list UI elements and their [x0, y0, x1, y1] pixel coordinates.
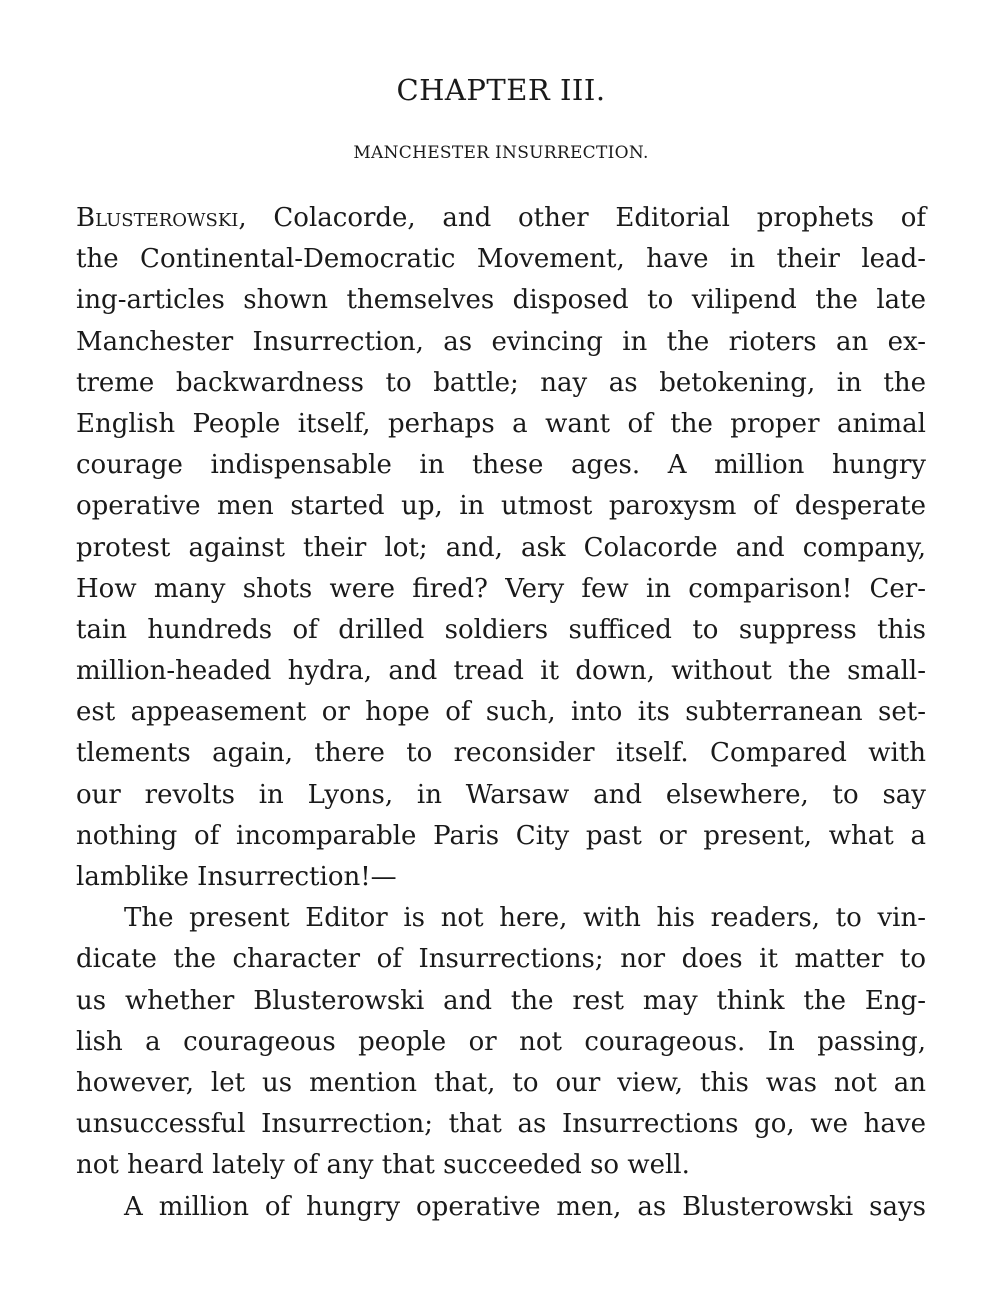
- paragraph-2-line-6: unsuccessful Insurrection; that as Insurrections go, we have: [76, 1109, 926, 1140]
- paragraph-1-line-15: our revolts in Lyons, in Warsaw and elsewhere, to say: [76, 779, 926, 810]
- paragraph-3-line-1: A million of hungry operative men, as Blusterowski says: [124, 1191, 926, 1222]
- paragraph-1-line-10: How many shots were fired? Very few in comparison! Cer-: [76, 573, 926, 604]
- paragraph-2-line-1: The present Editor is not here, with his readers, to vin-: [124, 903, 926, 934]
- paragraph-1-line-17: lamblike Insurrection!—: [76, 862, 397, 892]
- paragraph-1-line-2: the Continental-Democratic Movement, have in their lead-: [76, 244, 926, 275]
- paragraph-1-line-3: ing-articles shown themselves disposed to vilipend the late: [76, 285, 926, 316]
- paragraph-1-line-5: treme backwardness to battle; nay as betokening, in the: [76, 367, 926, 398]
- lead-word: Blusterowski,: [76, 203, 247, 233]
- chapter-title: CHAPTER III.: [396, 73, 606, 107]
- paragraph-1-line-13: est appeasement or hope of such, into its subterranean set-: [76, 697, 926, 728]
- paragraph-2-line-2: dicate the character of Insurrections; nor does it matter to: [76, 944, 926, 975]
- paragraph-1-line-9: protest against their lot; and, ask Colacorde and company,: [76, 532, 926, 563]
- paragraph-1-line-7: courage indispensable in these ages. A million hungry: [76, 450, 926, 481]
- paragraph-1-line-8: operative men started up, in utmost paroxysm of desperate: [76, 491, 926, 522]
- paragraph-2-line-3: us whether Blusterowski and the rest may think the Eng-: [76, 985, 926, 1016]
- paragraph-2-line-4: lish a courageous people or not courageous. In passing,: [76, 1026, 926, 1057]
- paragraph-1-line-11: tain hundreds of drilled soldiers sufficed to suppress this: [76, 614, 926, 645]
- paragraph-1-line-4: Manchester Insurrection, as evincing in the rioters an ex-: [76, 326, 926, 357]
- paragraph-1-line-6: English People itself, perhaps a want of the proper animal: [76, 408, 926, 439]
- paragraph-1-line-12: million-headed hydra, and tread it down, without the small-: [76, 656, 926, 687]
- paragraph-2-line-5: however, let us mention that, to our view, this was not an: [76, 1067, 926, 1098]
- body-text: [76, 198, 926, 1228]
- book-page: [76, 70, 926, 1228]
- paragraph-2-line-7: not heard lately of any that succeeded so well.: [76, 1150, 690, 1181]
- paragraph-1-line-16: nothing of incomparable Paris City past or present, what a: [76, 820, 926, 851]
- paragraph-1-line-14: tlements again, there to reconsider itself. Compared with: [76, 738, 926, 769]
- section-title: MANCHESTER INSURRECTION.: [353, 143, 649, 163]
- paragraph-1-line-1: Blusterowski, Colacorde, and other Editorial prophets of: [76, 203, 926, 233]
